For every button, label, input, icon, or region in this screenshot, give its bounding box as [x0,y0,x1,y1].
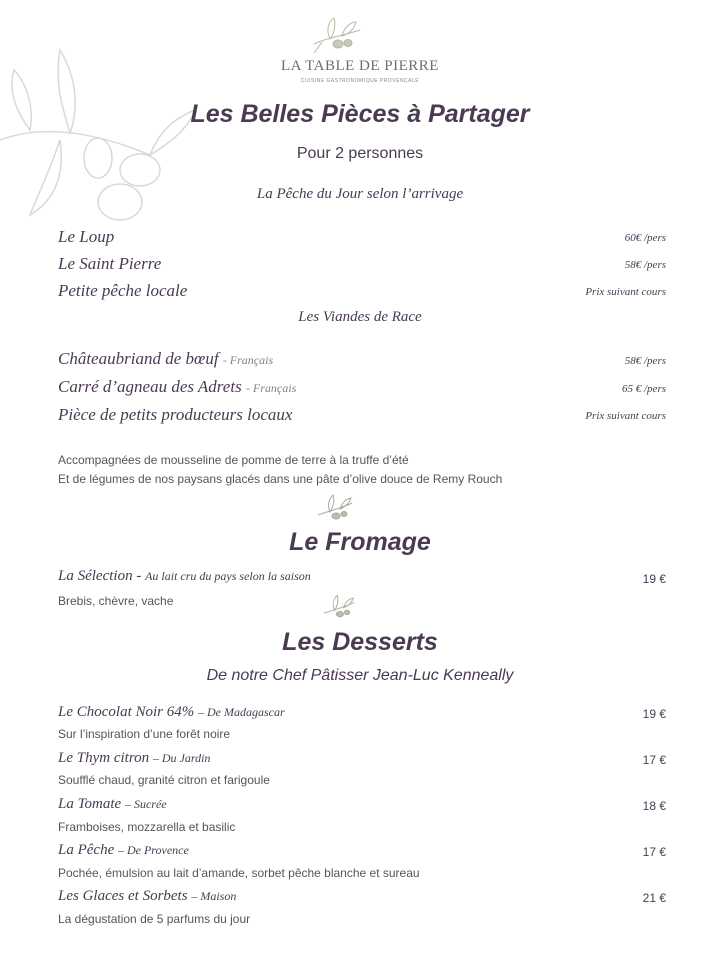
accompaniment-line: Accompagnées de mousseline de pomme de terre à la truffe d’été [58,453,409,467]
menu-item [58,349,273,369]
menu-item-detail: – De Provence [117,843,189,857]
section-title-pieces: Les Belles Pièces à Partager [190,100,530,128]
menu-item-price: 21 € [642,891,666,905]
olive-sprig-icon [316,493,354,523]
menu-item [58,750,210,767]
menu-item [58,888,236,905]
menu-item [58,568,311,585]
brand-tagline: CUISINE GASTRONOMIQUE PROVENÇALE [300,78,420,84]
menu-item-name: Petite pêche locale [58,281,188,300]
menu-item-price: 17 € [642,845,666,859]
menu-item-desc: Pochée, émulsion au lait d’amande, sorbet pêche blanche et sureau [58,866,420,880]
menu-item-name: Les Glaces et Sorbets [58,888,188,904]
menu-item-desc: Soufflé chaud, granité citron et farigoule [58,773,270,787]
menu-item-detail: – Maison [191,889,237,903]
menu-item-price: 58€ /pers [624,355,666,367]
menu-item-name: Pièce de petits producteurs locaux [58,405,293,424]
menu-item-origin: - Français [222,353,274,367]
peche-heading: La Pêche du Jour selon l’arrivage [256,186,464,202]
menu-item-name: La Pêche [58,842,115,858]
viandes-heading: Les Viandes de Race [298,309,422,325]
menu-item-name: Le Chocolat Noir 64% [58,704,195,720]
menu-item-detail: – Du Jardin [152,751,211,765]
menu-item [58,704,285,721]
menu-item-price: 19 € [642,707,666,721]
menu-item-name: Le Loup [58,227,115,246]
menu-item-name: La Sélection - [58,568,142,584]
menu-item-desc: Brebis, chèvre, vache [58,594,174,608]
menu-item-price: 65 € /pers [622,383,666,395]
section-title-desserts: Les Desserts [282,628,438,656]
brand-name: LA TABLE DE PIERRE [281,58,439,74]
menu-item-price: 58€ /pers [624,259,666,271]
menu-item-detail: Au lait cru du pays selon la saison [145,569,311,583]
menu-item-price: 17 € [642,753,666,767]
menu-item-price: 19 € [642,572,666,586]
menu-item [58,377,296,397]
menu-item [58,842,189,859]
menu-item-price: Prix suivant cours [585,410,666,422]
section-subtitle-pieces: Pour 2 personnes [296,145,424,162]
menu-item-name: Châteaubriand de bœuf [58,349,219,368]
menu-item-desc: Sur l’inspiration d’une forêt noire [58,727,231,741]
menu-item-detail: – Sucrée [124,797,167,811]
section-subtitle-desserts: De notre Chef Pâtisser Jean-Luc Kenneally [206,667,514,684]
menu-item-desc: Framboises, mozzarella et basilic [58,820,236,834]
accompaniment-line: Et de légumes de nos paysans glacés dans une pâte d’olive douce de Remy Rouch [58,472,503,486]
menu-item-detail: – De Madagascar [198,705,285,719]
section-title-fromage: Le Fromage [289,528,431,556]
menu-item-price: Prix suivant cours [585,286,666,298]
menu-item-price: 18 € [642,799,666,813]
menu-item-name: Le Saint Pierre [58,254,162,273]
menu-item-desc: La dégustation de 5 parfums du jour [58,912,251,926]
olive-sprig-icon [322,593,356,621]
olive-branch-icon [312,16,362,54]
menu-item-name: Le Thym citron [58,750,150,766]
menu-item-origin: - Français [245,381,297,395]
menu-item [58,796,167,813]
menu-item-name: La Tomate [58,796,122,812]
menu-item-name: Carré d’agneau des Adrets [58,377,242,396]
menu-item-price: 60€ /pers [624,232,666,244]
